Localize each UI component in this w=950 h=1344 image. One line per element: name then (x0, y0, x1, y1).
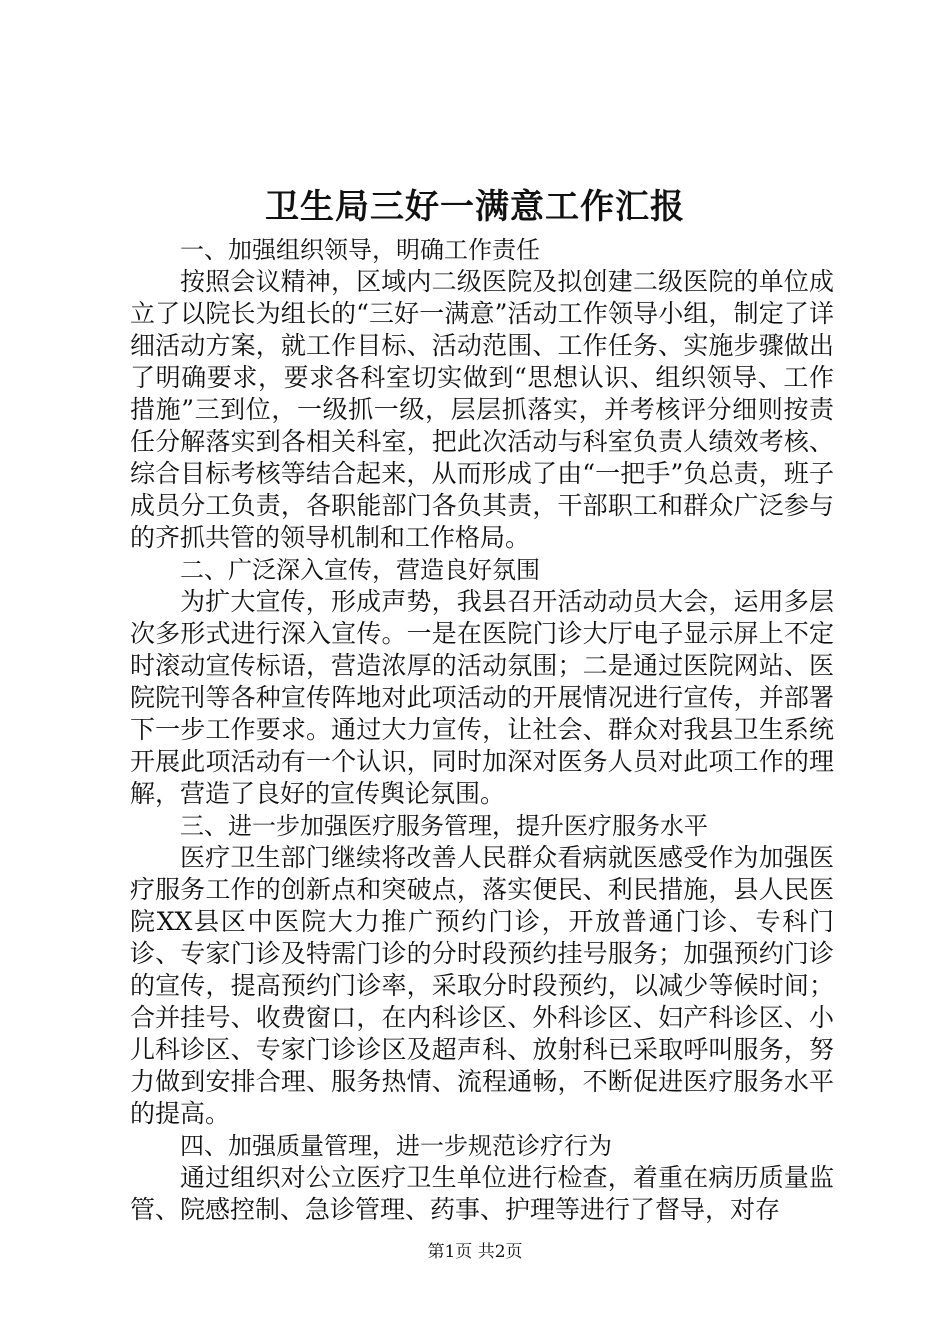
page-number-footer: 第1页 共2页 (427, 1242, 523, 1262)
section-paragraph-1: 按照会议精神，区域内二级医院及拟创建二级医院的单位成立了以院长为组长的“三好一满意”活动工作领导小组，制定了详细活动方案，就工作目标、活动范围、工作任务、实施步骤做出了明确要求，要求各科室切实做到“思想认识、组织领导、工作措施”三到位，一级抓一级，层层抓落实，并考核评分细则按责任分解落实到各相关科室，把此次活动与科室负责人绩效考核、综合目标考核等结合起来，从而形成了由“一把手”负总责，班子成员分工负责，各职能部门各负其责，干部职工和群众广泛参与的齐抓共管的领导机制和工作格局。 (130, 267, 834, 552)
document-title: 卫生局三好一满意工作汇报 (265, 187, 685, 227)
section-paragraph-4: 通过组织对公立医疗卫生单位进行检查，着重在病历质量监管、院感控制、急诊管理、药事、护理等进行了督导，对存 (130, 1163, 834, 1224)
section-paragraph-2: 为扩大宣传，形成声势，我县召开活动动员大会，运用多层次多形式进行深入宣传。一是在医院门诊大厅电子显示屏上不定时滚动宣传标语，营造浓厚的活动氛围；二是通过医院网站、医院院刊等各种宣传阵地对此项活动的开展情况进行宣传，并部署下一步工作要求。通过大力宣传，让社会、群众对我县卫生系统开展此项活动有一个认识，同时加深对医务人员对此项工作的理解，营造了良好的宣传舆论氛围。 (130, 587, 834, 808)
section-heading-1: 一、加强组织领导，明确工作责任 (180, 236, 540, 264)
section-heading-3: 三、进一步加强医疗服务管理，提升医疗服务水平 (180, 812, 708, 840)
section-paragraph-3: 医疗卫生部门继续将改善人民群众看病就医感受作为加强医疗服务工作的创新点和突破点，落实便民、利民措施，县人民医院XX县区中医院大力推广预约门诊，开放普通门诊、专科门诊、专家门诊及特需门诊的分时段预约挂号服务；加强预约门诊的宣传，提高预约门诊率，采取分时段预约，以减少等候时间；合并挂号、收费窗口，在内科诊区、外科诊区、妇产科诊区、小儿科诊区、专家门诊诊区及超声科、放射科已采取呼叫服务，努力做到安排合理、服务热情、流程通畅，不断促进医疗服务水平的提高。 (130, 843, 834, 1128)
section-heading-2: 二、广泛深入宣传，营造良好氛围 (180, 556, 540, 584)
section-heading-4: 四、加强质量管理，进一步规范诊疗行为 (180, 1132, 612, 1160)
document-body (130, 234, 834, 1226)
